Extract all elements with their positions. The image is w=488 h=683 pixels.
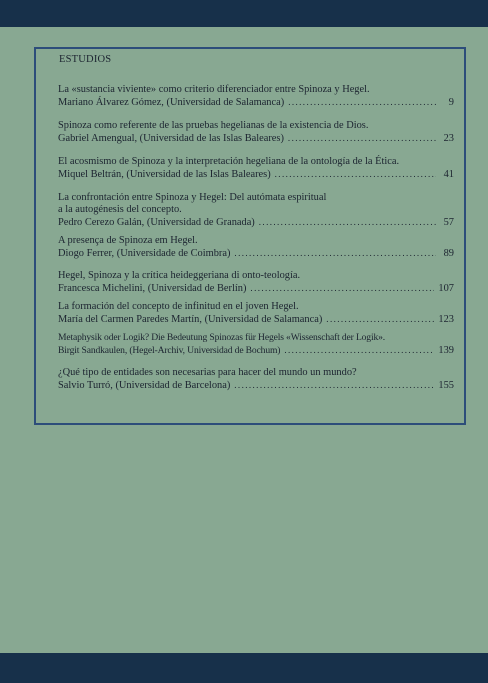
leader-dots <box>284 344 434 356</box>
entry-title: Spinoza como referente de las pruebas hegelianas de la existencia de Dios. <box>58 120 369 131</box>
entry-author: Francesca Michelini, (Universidad de Berlín) <box>58 283 247 295</box>
leader-dots <box>250 282 434 294</box>
toc-entry <box>58 156 454 181</box>
leader-dots <box>234 379 434 391</box>
entry-title: Metaphysik oder Logik? Die Bedeutung Spinozas für Hegels «Wissenschaft der Logik». <box>58 332 386 343</box>
page-number: 89 <box>443 248 454 260</box>
entry-title: Hegel, Spinoza y la crítica heideggeriana di onto-teología. <box>58 270 301 281</box>
page-number: 9 <box>448 97 454 109</box>
page-number: 41 <box>443 169 454 181</box>
top-band <box>0 0 488 27</box>
entry-title: La formación del concepto de infinitud en el joven Hegel. <box>58 301 299 312</box>
bottom-band <box>0 653 488 683</box>
section-heading: ESTUDIOS <box>59 54 112 65</box>
leader-dots <box>288 132 436 144</box>
entry-author: Miquel Beltrán, (Universidad de las Islas Baleares) <box>58 169 271 181</box>
entry-author: María del Carmen Paredes Martín, (Universidad de Salamanca) <box>58 314 323 326</box>
leader-dots <box>259 216 436 228</box>
entry-author: Gabriel Amengual, (Universidad de las Islas Baleares) <box>58 133 284 145</box>
leader-dots <box>234 247 436 259</box>
page-number: 57 <box>443 217 454 229</box>
leader-dots <box>288 96 436 108</box>
entry-title: La «sustancia viviente» como criterio diferenciador entre Spinoza y Hegel. <box>58 84 370 95</box>
toc-entry <box>58 84 454 109</box>
toc-entry <box>58 192 454 230</box>
toc-entry <box>58 120 454 145</box>
entry-title: ¿Qué tipo de entidades son necesarias para hacer del mundo un mundo? <box>58 367 357 378</box>
toc-entry <box>58 332 454 357</box>
toc-entry <box>58 367 454 392</box>
entry-title: El acosmismo de Spinoza y la interpretación hegeliana de la ontología de la Ética. <box>58 156 400 167</box>
table-of-contents <box>34 47 466 425</box>
page-number: 23 <box>443 133 454 145</box>
page-number: 155 <box>438 380 454 392</box>
page-number: 123 <box>438 314 454 326</box>
entry-author: Salvio Turró, (Universidad de Barcelona) <box>58 380 231 392</box>
entry-title: A presença de Spinoza em Hegel. <box>58 235 198 246</box>
entry-title-continued: a la autogénesis del concepto. <box>58 204 182 216</box>
leader-dots <box>275 168 436 180</box>
toc-entry <box>58 235 454 260</box>
page-number: 107 <box>438 283 454 295</box>
entry-title: La confrontación entre Spinoza y Hegel: Del autómata espiritual <box>58 192 327 203</box>
entry-author: Mariano Álvarez Gómez, (Universidad de Salamanca) <box>58 97 285 109</box>
page-number: 139 <box>438 345 454 357</box>
leader-dots <box>326 313 434 325</box>
entry-author: Pedro Cerezo Galán, (Universidad de Granada) <box>58 217 255 229</box>
entry-author: Diogo Ferrer, (Universidade de Coimbra) <box>58 248 231 260</box>
toc-entry <box>58 270 454 295</box>
toc-entry <box>58 301 454 326</box>
entry-author: Birgit Sandkaulen, (Hegel-Archiv, Universidad de Bochum) <box>58 345 281 357</box>
